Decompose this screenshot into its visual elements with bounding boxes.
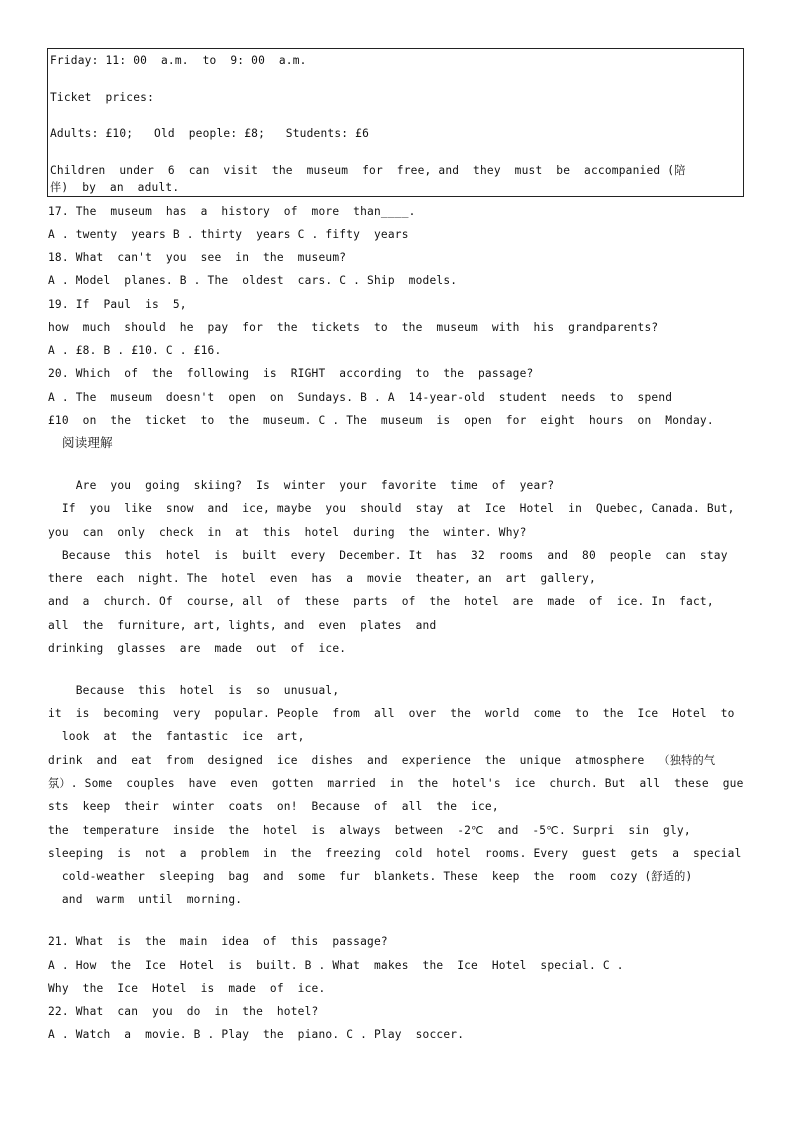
- passage-line-2: If you like snow and ice, maybe you should stay at Ice Hotel in Quebec, Canada. But,: [48, 502, 735, 515]
- question-22-options: A . Watch a movie. B . Play the piano. C . Play soccer.: [48, 1028, 465, 1041]
- ticket-info-box: [47, 48, 744, 197]
- question-20: 20. Which of the following is RIGHT according to the passage?: [48, 367, 534, 380]
- passage-line-7: all the furniture, art, lights, and even plates and: [48, 619, 437, 632]
- passage-line-10: it is becoming very popular. People from all over the world come to the Ice Hotel to: [48, 707, 735, 720]
- question-17: 17. The museum has a history of more than____.: [48, 205, 416, 218]
- question-21-options-line-1: A . How the Ice Hotel is built. B . What makes the Ice Hotel special. C .: [48, 959, 624, 972]
- passage-line-11: look at the fantastic ice art,: [48, 730, 305, 743]
- section-title: 阅读理解: [62, 435, 113, 450]
- passage-line-12: drink and eat from designed ice dishes and experience the unique atmosphere （独特的气: [48, 754, 716, 767]
- passage-line-14: sts keep their winter coats on! Because of all the ice,: [48, 800, 499, 813]
- children-note-line-1: Children under 6 can visit the museum for free, and they must be accompanied (陪: [50, 164, 686, 177]
- question-17-options: A . twenty years B . thirty years C . fifty years: [48, 228, 409, 241]
- question-21: 21. What is the main idea of this passage?: [48, 935, 388, 948]
- question-19-line-2: how much should he pay for the tickets to the museum with his grandparents?: [48, 321, 659, 334]
- passage-line-18: and warm until morning.: [48, 893, 243, 906]
- passage-line-3: you can only check in at this hotel during the winter. Why?: [48, 526, 527, 539]
- passage-line-15: the temperature inside the hotel is always between -2℃ and -5℃. Surpri sin gly,: [48, 824, 691, 837]
- passage-line-1: Are you going skiing? Is winter your favorite time of year?: [48, 479, 555, 492]
- passage-line-8: drinking glasses are made out of ice.: [48, 642, 347, 655]
- passage-line-9: Because this hotel is so unusual,: [48, 684, 340, 697]
- question-19-options: A . £8. B . £10. C . £16.: [48, 344, 222, 357]
- friday-hours: Friday: 11: 00 a.m. to 9: 00 a.m.: [50, 54, 307, 67]
- passage-line-4: Because this hotel is built every December. It has 32 rooms and 80 people can stay: [48, 549, 728, 562]
- passage-line-5: there each night. The hotel even has a movie theater, an art gallery,: [48, 572, 596, 585]
- question-21-options-line-2: Why the Ice Hotel is made of ice.: [48, 982, 326, 995]
- question-20-options-line-1: A . The museum doesn't open on Sundays. B . A 14-year-old student needs to spend: [48, 391, 673, 404]
- question-18-options: A . Model planes. B . The oldest cars. C . Ship models.: [48, 274, 458, 287]
- ticket-prices: Adults: £10; Old people: £8; Students: £6: [50, 127, 370, 140]
- children-note-line-2: 伴) by an adult.: [50, 181, 180, 194]
- ticket-prices-label: Ticket prices:: [50, 91, 155, 104]
- passage-line-17: cold-weather sleeping bag and some fur blankets. These keep the room cozy (舒适的): [48, 870, 693, 883]
- passage-line-6: and a church. Of course, all of these parts of the hotel are made of ice. In fact,: [48, 595, 714, 608]
- question-18: 18. What can't you see in the museum?: [48, 251, 347, 264]
- question-20-options-line-2: £10 on the ticket to the museum. C . The museum is open for eight hours on Monday.: [48, 414, 714, 427]
- passage-line-16: sleeping is not a problem in the freezing cold hotel rooms. Every guest gets a special: [48, 847, 742, 860]
- question-19-line-1: 19. If Paul is 5,: [48, 298, 187, 311]
- question-22: 22. What can you do in the hotel?: [48, 1005, 319, 1018]
- passage-line-13: 氛）. Some couples have even gotten married in the hotel's ice church. But all these gue: [48, 777, 744, 790]
